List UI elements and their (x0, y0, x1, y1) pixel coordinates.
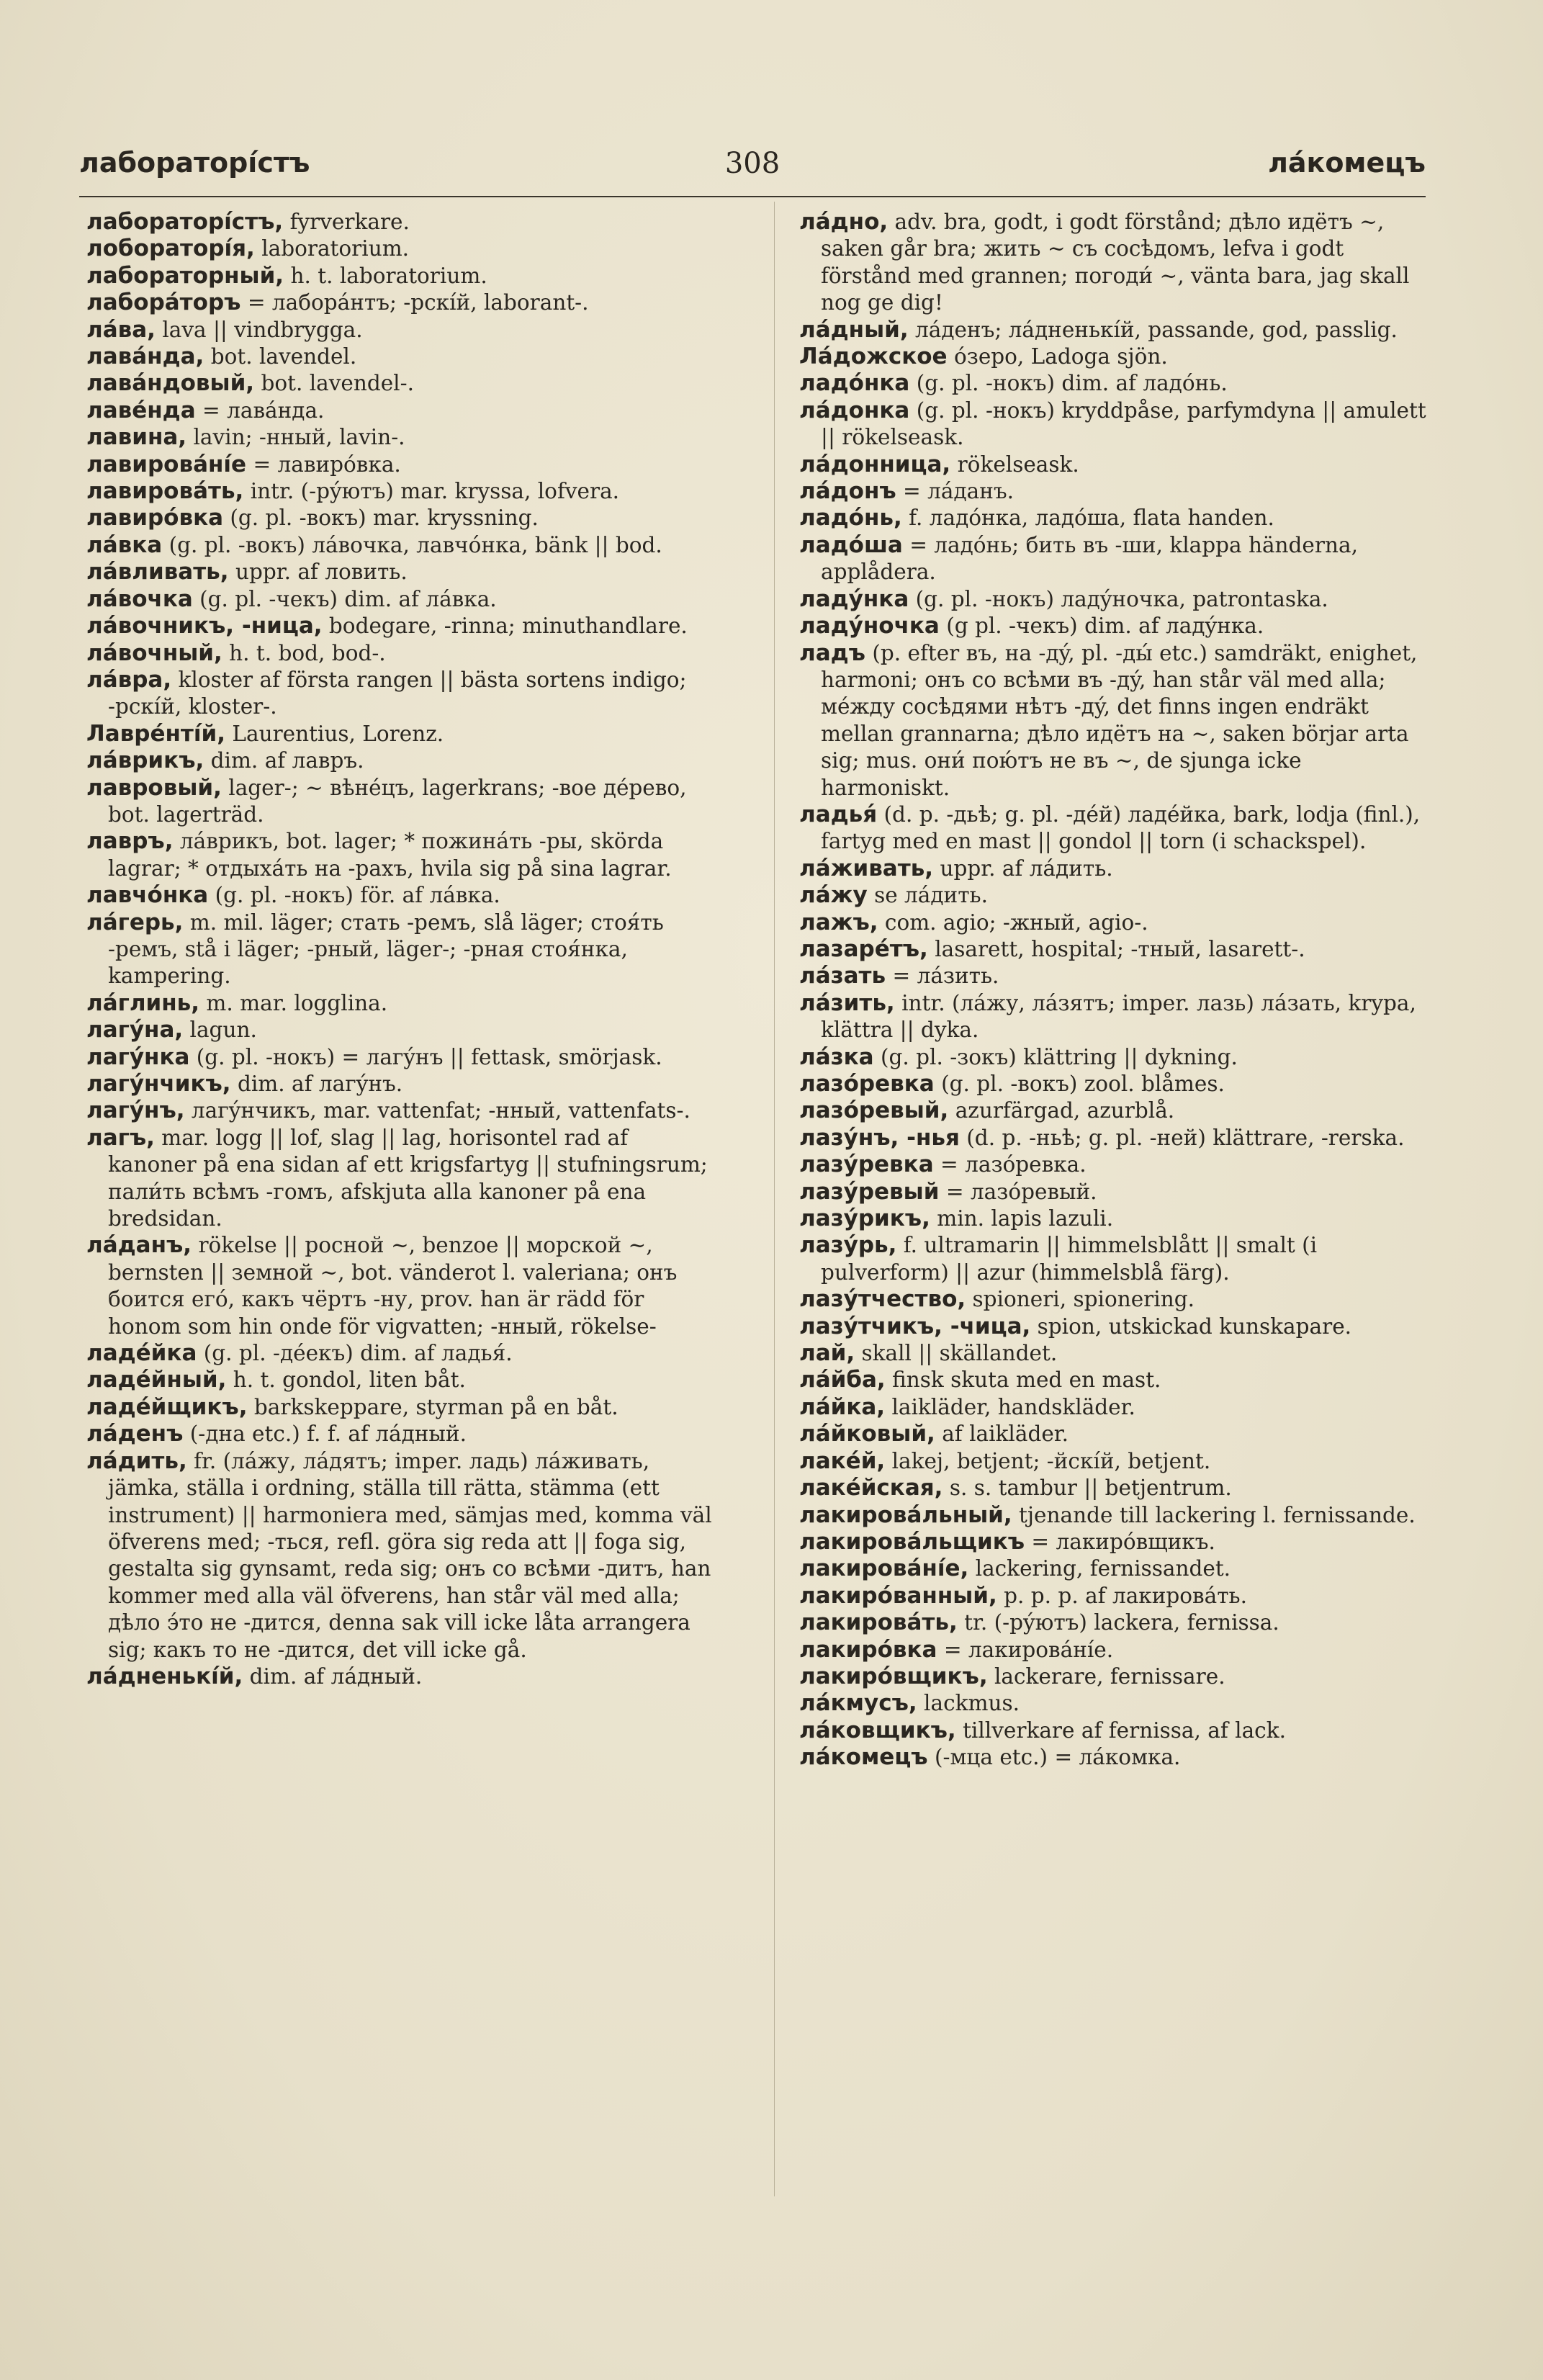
entry-headword: лазýрь, (799, 1232, 897, 1259)
entry-headword: Лáдожское (799, 343, 948, 370)
entry-headword: лакéй, (799, 1447, 886, 1474)
dictionary-entry (799, 1179, 1433, 1205)
entry-definition: = лавирóвка. (246, 452, 401, 477)
entry-headword: лагýнка (86, 1043, 190, 1070)
running-header (79, 141, 1426, 192)
entry-headword: лавáндовый, (86, 370, 255, 397)
entry-definition: lackering, fernissandet. (968, 1556, 1231, 1581)
entry-headword: лазýнъ, -нья (799, 1124, 960, 1151)
entry-definition: (g. pl. -зокъ) klättring || dykning. (873, 1044, 1238, 1069)
entry-headword: лáкомецъ (799, 1744, 928, 1771)
entry-headword: лавина, (86, 424, 187, 451)
entry-definition: f. ultramarin || himmelsblått || smalt (i pulverform) || azur (himmelsblå färg). (821, 1233, 1318, 1285)
entry-headword: лáжу (799, 882, 868, 909)
dictionary-entry (799, 398, 1433, 452)
entry-definition: bot. lavendel-. (254, 371, 414, 396)
dictionary-entry (799, 1475, 1433, 1501)
entry-headword: лáданъ, (86, 1232, 192, 1259)
page-number: 308 (724, 147, 781, 180)
entry-headword: лакировáльщикъ (799, 1528, 1025, 1555)
entry-headword: лагýнчикъ, (86, 1071, 231, 1097)
entry-headword: лáдонъ (799, 478, 896, 505)
entry-definition: = лáданъ. (896, 479, 1015, 504)
dictionary-entry (86, 424, 720, 451)
entry-headword: ладóнь, (799, 505, 902, 531)
entry-definition: tr. (-рýютъ) lackera, fernissa. (957, 1610, 1279, 1635)
entry-headword: лáвра, (86, 666, 172, 693)
entry-definition: = ладóнь; бить въ -ши, klappa händerna, applådera. (821, 532, 1358, 585)
entry-definition: af laikläder. (935, 1422, 1069, 1447)
entry-definition: (g. pl. -нокъ) kryddpåse, parfymdyna || amulett || rökelseask. (821, 398, 1426, 450)
entry-headword: лобораторíя, (86, 235, 255, 262)
dictionary-entry (799, 1529, 1433, 1555)
entry-definition: (g. pl. -нокъ) = лагýнъ || fettask, smörjask. (189, 1044, 662, 1069)
entry-headword: лакéйская, (799, 1475, 943, 1501)
entry-definition: rökelse || росной ~, benzoe || морской ~, bernsten || земной ~, bot. vänderot l. valeriana; онъ боится егó, какъ чёртъ -ну, prov. han är rädd för honom som hin onde för vigvatten; -нный, rökelse- (108, 1233, 678, 1339)
dictionary-entry (799, 1205, 1433, 1232)
entry-headword: лáдонница, (799, 451, 951, 477)
entry-headword: лáживать, (799, 855, 934, 881)
entry-definition: lava || vindbrygga. (155, 317, 363, 342)
entry-definition: dim. af лагýнъ. (230, 1072, 403, 1096)
entry-headword: лазýрикъ, (799, 1205, 930, 1232)
entry-headword: лáвочка (86, 585, 193, 612)
dictionary-entry (799, 209, 1433, 317)
dictionary-entry (799, 1555, 1433, 1582)
entry-definition: (g. pl. -нокъ) dim. af ладóнь. (909, 371, 1228, 396)
dictionary-entry (799, 532, 1433, 586)
entry-definition: = лазóревый. (939, 1179, 1097, 1204)
entry-definition: rökelseask. (950, 452, 1079, 477)
entry-definition: barkskeppare, styrman på en båt. (247, 1394, 618, 1419)
entry-definition: lager-; ~ вѣнéцъ, lagerkrans; -вое дéрево, bot. lagerträd. (108, 775, 687, 827)
entry-definition: (g. pl. -вокъ) zool. blåmes. (934, 1072, 1225, 1096)
entry-headword: ладýнка (799, 585, 909, 612)
dictionary-entry (86, 209, 720, 235)
dictionary-entry (86, 317, 720, 343)
dictionary-entry (799, 1421, 1433, 1447)
entry-headword: лáйба, (799, 1367, 886, 1393)
dictionary-entry (799, 1151, 1433, 1178)
dictionary-entry (799, 882, 1433, 909)
entry-definition: лáденъ; лáдненькíй, passande, god, passlig. (908, 317, 1398, 342)
entry-headword: лавéнда (86, 397, 196, 423)
entry-headword: лáвочный, (86, 639, 222, 666)
entry-headword: лагýнъ, (86, 1097, 185, 1124)
entry-headword: лавровый, (86, 774, 222, 801)
entry-definition: adv. bra, godt, i godt förstånd; дѣло идётъ ~, saken går bra; жить ~ съ сосѣдомъ, lefva i godt förstånd med grannen; погоди́ ~, vänta bara, jag skall nog ge dig! (821, 210, 1410, 315)
dictionary-entry (86, 263, 720, 289)
entry-definition: (p. efter въ, на -дý, pl. -ды́ etc.) samdräkt, enighet, harmoni; онъ со всѣми въ -дý, han står väl med alla; мéжду сосѣдями нѣтъ -дý, det finns ingen endräkt mellan grannarna; дѣло идётъ на ~, saken börjar arta sig; mus. они́ пою́тъ не въ ~, de sjunga icke harmoniskt. (821, 640, 1418, 800)
dictionary-entry (86, 882, 720, 909)
entry-definition: azurfärgad, azurblå. (948, 1098, 1175, 1123)
entry-headword: лазóревка (799, 1071, 935, 1097)
entry-definition: lavin; -нный, lavin-. (186, 425, 405, 450)
dictionary-entry (799, 1744, 1433, 1771)
entry-headword: ладъ (799, 639, 865, 666)
entry-headword: лавировáть, (86, 478, 244, 505)
entry-definition: m. mil. läger; стать -ремъ, slå läger; стоя́ть -ремъ, stå i läger; -рный, läger-; -рная стоя́нка, kampering. (108, 910, 664, 989)
dictionary-entry (799, 1448, 1433, 1475)
entry-headword: лáйковый, (799, 1421, 935, 1447)
entry-definition: min. lapis lazuli. (930, 1206, 1114, 1231)
entry-definition: se лáдить. (867, 883, 988, 908)
entry-headword: лáвочникъ, -ница, (86, 613, 323, 639)
dictionary-entry (86, 478, 720, 505)
dictionary-entry (86, 1097, 720, 1124)
entry-definition: Laurentius, Lorenz. (225, 721, 444, 746)
entry-headword: лáкмусъ, (799, 1690, 917, 1717)
entry-definition: = лакировáнíе. (937, 1637, 1114, 1662)
entry-headword: лазарéтъ, (799, 935, 928, 962)
dictionary-entry (86, 1663, 720, 1690)
dictionary-entry (86, 1448, 720, 1663)
dictionary-entry (799, 1097, 1433, 1124)
entry-definition: óзеро, Ladoga sjön. (947, 344, 1168, 369)
dictionary-entry (799, 1232, 1433, 1286)
entry-definition: (g. pl. -дéекъ) dim. af ладья́. (197, 1341, 513, 1366)
entry-definition: = лазóревка. (933, 1152, 1087, 1177)
entry-definition: h. t. laboratorium. (284, 263, 487, 288)
entry-headword: лабораторíстъ, (86, 209, 284, 235)
entry-headword: лавръ, (86, 828, 174, 855)
entry-headword: лáва, (86, 316, 156, 343)
entry-headword: лавировáнíе (86, 451, 247, 477)
dictionary-entry (799, 1690, 1433, 1717)
entry-definition: (d. p. -дьѣ; g. pl. -дéй) ладéйка, bark, lodja (finl.), fartyg med en mast || gondol || torn (i schackspel). (821, 801, 1421, 854)
entry-headword: лáврикъ, (86, 747, 204, 774)
dictionary-entry (799, 910, 1433, 936)
entry-headword: лáковщикъ, (799, 1717, 956, 1743)
dictionary-entry (799, 990, 1433, 1044)
dictionary-entry (86, 1044, 720, 1071)
header-right-guideword: лáкомецъ (1268, 147, 1426, 179)
entry-headword: лавчóнка (86, 882, 209, 909)
entry-headword: ладéйный, (86, 1367, 227, 1393)
entry-headword: ладья́ (799, 801, 878, 827)
entry-definition: p. p. p. af лакировáть. (997, 1583, 1247, 1608)
entry-headword: ладéйщикъ, (86, 1393, 248, 1420)
entry-definition: bot. lavendel. (204, 344, 357, 369)
entry-headword: лаборáторъ (86, 289, 241, 316)
entry-headword: лáдить, (86, 1447, 187, 1474)
dictionary-entry (86, 1394, 720, 1421)
entry-definition: h. t. gondol, liten båt. (226, 1368, 466, 1393)
entry-definition: лáврикъ, bot. lager; * пожинáть -ры, skörda lagrar; * отдыхáть на -рахъ, hvila sig på sina lagrar. (108, 829, 672, 881)
dictionary-entry (799, 1637, 1433, 1663)
dictionary-entry (86, 910, 720, 990)
entry-headword: лазýревка (799, 1151, 934, 1178)
dictionary-entry (86, 613, 720, 639)
entry-definition: finsk skuta med en mast. (885, 1368, 1161, 1393)
dictionary-entry (86, 640, 720, 667)
dictionary-entry (86, 452, 720, 478)
entry-definition: lackerare, fernissare. (987, 1663, 1225, 1689)
dictionary-entry (799, 1367, 1433, 1393)
entry-definition: lakej, betjent; -йскíй, betjent. (885, 1448, 1211, 1473)
entry-definition: dim. af лáдный. (243, 1663, 423, 1689)
dictionary-entry (86, 1421, 720, 1447)
entry-definition: (d. p. -ньѣ; g. pl. -ней) klättrare, -rerska. (959, 1125, 1405, 1150)
entry-headword: лáвливать, (86, 559, 229, 585)
entry-definition: fyrverkare. (283, 210, 410, 234)
dictionary-entry (799, 1394, 1433, 1421)
dictionary-entry (799, 1340, 1433, 1367)
entry-definition: laboratorium. (254, 236, 410, 261)
entry-headword: лажъ, (799, 909, 878, 935)
entry-headword: лай, (799, 1340, 855, 1367)
entry-definition: m. mar. logglina. (199, 990, 388, 1015)
entry-headword: лáзить, (799, 989, 895, 1016)
entry-headword: лазýтчикъ, -чица, (799, 1313, 1031, 1339)
entry-definition: (-дна etc.) f. f. af лáдный. (183, 1422, 467, 1447)
dictionary-entry (799, 317, 1433, 343)
entry-headword: лакировáнíе, (799, 1555, 969, 1582)
dictionary-entry (86, 1232, 720, 1340)
entry-definition: (g. pl. -чекъ) dim. af лáвка. (192, 586, 497, 611)
dictionary-entry (799, 1286, 1433, 1313)
entry-headword: лáвка (86, 531, 163, 558)
entry-definition: tillverkare af fernissa, af lack. (955, 1717, 1286, 1743)
dictionary-entry (799, 1609, 1433, 1636)
entry-definition: = лавáнда. (195, 398, 325, 423)
dictionary-entry (86, 289, 720, 316)
entry-definition: laikläder, handskläder. (885, 1394, 1135, 1419)
dictionary-entry (86, 370, 720, 397)
entry-definition: uppr. af ловить. (228, 560, 408, 585)
dictionary-entry (86, 1071, 720, 1097)
dictionary-entry (799, 1314, 1433, 1340)
dictionary-entry (86, 1125, 720, 1233)
entry-definition: (g. pl. -нокъ) för. af лáвка. (208, 883, 500, 908)
entry-headword: ладéйка (86, 1340, 197, 1367)
entry-headword: лакирóвщикъ, (799, 1663, 988, 1689)
entry-headword: лáгерь, (86, 909, 184, 935)
entry-headword: лакировáльный, (799, 1501, 1012, 1528)
entry-definition: spioneri, spionering. (966, 1287, 1195, 1312)
entry-definition: (g. pl. -нокъ) ладýночка, patrontaska. (909, 586, 1328, 611)
entry-definition: h. t. bod, bod-. (222, 640, 386, 665)
entry-headword: лáденъ (86, 1421, 184, 1447)
dictionary-entry (86, 559, 720, 585)
entry-definition: lagun. (183, 1018, 257, 1043)
dictionary-entry (86, 235, 720, 262)
entry-headword: лавáнда, (86, 343, 204, 370)
entry-headword: лазóревый, (799, 1097, 949, 1124)
dictionary-entry (799, 1071, 1433, 1097)
entry-headword: ладóша (799, 531, 903, 558)
left-column (86, 209, 720, 1690)
dictionary-entry (799, 1583, 1433, 1609)
entry-definition: lackmus. (917, 1691, 1020, 1716)
entry-definition: bodegare, -rinna; minuthandlare. (322, 614, 688, 639)
entry-headword: лазýревый (799, 1178, 940, 1205)
entry-definition: (g. pl. -вокъ) mar. kryssning. (223, 506, 539, 531)
dictionary-entry (799, 1125, 1433, 1151)
entry-definition: kloster af första rangen || bästa sortens indigo; -рскíй, kloster-. (108, 667, 687, 719)
entry-headword: лáзка (799, 1043, 874, 1070)
dictionary-entry (86, 398, 720, 424)
entry-headword: лáзать (799, 963, 886, 989)
header-rule (79, 196, 1426, 197)
entry-headword: лáйка, (799, 1393, 886, 1420)
dictionary-entry (799, 1044, 1433, 1071)
dictionary-entry (86, 532, 720, 559)
dictionary-entry (86, 721, 720, 747)
dictionary-entry (799, 586, 1433, 613)
entry-definition: fr. (лáжу, лáдятъ; imper. ладь) лáживать, jämka, ställa i ordning, ställa till rätta, stämma (ett instrument) || harmoniera med, sämjas med, komma väl öfverens med; -ться, refl. göra sig reda att || foga sig, gestalta sig gynsamt, reda sig; онъ со всѣми -дитъ, han kommer med alla väl öfverens, han står väl med alla; дѣло э́то не -дится, denna sak vill icke låta arrangera sig; какъ то не -дится, det vill icke gå. (108, 1448, 712, 1662)
entry-definition: = лаборáнтъ; -рскíй, laborant-. (240, 290, 589, 315)
dictionary-entry (799, 613, 1433, 639)
entry-headword: лакировáть, (799, 1609, 958, 1636)
entry-definition: (g pl. -чекъ) dim. af ладýнка. (939, 614, 1264, 639)
entry-definition: f. ладóнка, ладóша, flata handen. (901, 506, 1274, 531)
dictionary-entry (799, 801, 1433, 856)
entry-headword: лáдненькíй, (86, 1663, 243, 1689)
entry-headword: лабораторный, (86, 262, 284, 289)
entry-definition: intr. (лáжу, лáзятъ; imper. лазь) лáзать, krypa, klättra || dyka. (821, 990, 1416, 1043)
entry-definition: = лáзить. (886, 964, 999, 989)
entry-definition: intr. (-рýютъ) mar. kryssa, lofvera. (243, 479, 620, 504)
entry-definition: (-мца etc.) = лáкомка. (927, 1745, 1181, 1770)
entry-definition: (g. pl. -вокъ) лáвочка, лавчóнка, bänk || bod. (162, 532, 662, 557)
right-column (799, 209, 1433, 1771)
dictionary-entry (799, 856, 1433, 882)
entry-definition: lasarett, hospital; -тный, lasarett-. (927, 936, 1305, 961)
column-divider (774, 202, 775, 2196)
dictionary-entry (799, 343, 1433, 370)
entry-definition: лагýнчикъ, mar. vattenfat; -нный, vattenfats-. (184, 1098, 690, 1123)
dictionary-entry (799, 640, 1433, 801)
dictionary-entry (799, 370, 1433, 397)
entry-definition: spion, utskickad kunskapare. (1030, 1314, 1352, 1339)
entry-definition: com. agio; -жный, agio-. (878, 910, 1148, 935)
entry-headword: лавирóвка (86, 505, 224, 531)
dictionary-entry (799, 963, 1433, 989)
entry-headword: лáглинь, (86, 989, 200, 1016)
entry-definition: tjenande till lackering l. fernissande. (1012, 1502, 1416, 1527)
entry-headword: ладýночка (799, 613, 940, 639)
dictionary-entry (799, 478, 1433, 505)
entry-headword: лáдный, (799, 316, 909, 343)
dictionary-entry (86, 990, 720, 1017)
entry-headword: лагъ, (86, 1124, 155, 1151)
dictionary-entry (799, 1502, 1433, 1529)
dictionary-entry (86, 747, 720, 774)
entry-headword: ладóнка (799, 370, 910, 397)
entry-definition: = лакирóвщикъ. (1025, 1529, 1215, 1554)
dictionary-entry (86, 1340, 720, 1367)
dictionary-entry (86, 775, 720, 829)
entry-definition: s. s. tambur || betjentrum. (943, 1476, 1232, 1501)
dictionary-entry (86, 828, 720, 882)
dictionary-entry (799, 1663, 1433, 1690)
entry-headword: лагýна, (86, 1017, 184, 1043)
dictionary-entry (86, 586, 720, 613)
entry-headword: лазýтчество, (799, 1286, 966, 1313)
dictionary-entry (86, 505, 720, 531)
entry-headword: Лаврéнтíй, (86, 720, 226, 747)
dictionary-entry (86, 343, 720, 370)
entry-headword: лакирóвка (799, 1636, 937, 1663)
dictionary-entry (86, 1017, 720, 1043)
dictionary-entry (799, 505, 1433, 531)
dictionary-entry (799, 452, 1433, 478)
entry-headword: лакирóванный, (799, 1582, 997, 1609)
entry-definition: uppr. af лáдить. (933, 856, 1113, 881)
dictionary-entry (799, 1717, 1433, 1744)
entry-definition: dim. af лавръ. (204, 748, 364, 773)
entry-definition: skall || skällandet. (855, 1341, 1058, 1366)
entry-definition: mar. logg || lof, slag || lag, horisontel rad af kanoner på ena sidan af ett krigsfartyg || stufningsrum; пали́ть всѣмъ -гомъ, afskjuta alla kanoner på ena bredsidan. (108, 1125, 708, 1231)
dictionary-entry (799, 936, 1433, 963)
dictionary-entry (86, 1367, 720, 1393)
entry-headword: лáдно, (799, 209, 889, 235)
entry-headword: лáдонка (799, 397, 910, 423)
header-left-guideword: лабораторíстъ (79, 147, 310, 179)
dictionary-entry (86, 667, 720, 721)
